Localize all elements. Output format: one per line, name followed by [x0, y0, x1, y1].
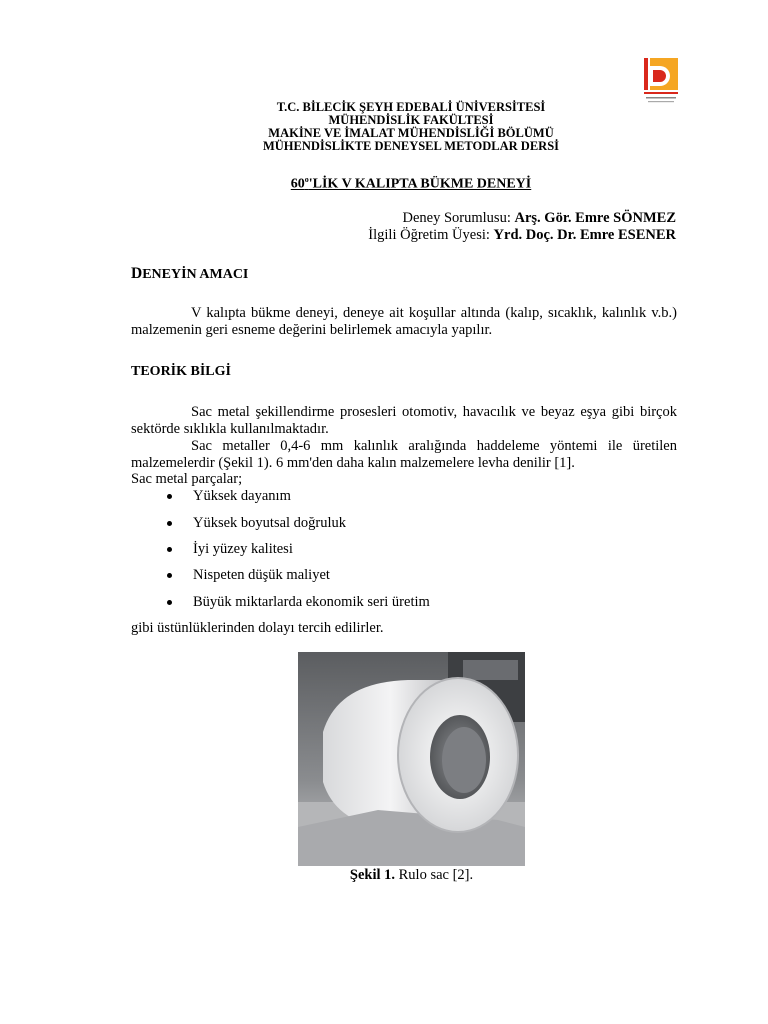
university-logo [638, 56, 680, 106]
experiment-responsible: Deney Sorumlusu: Arş. Gör. Emre SÖNMEZ [402, 210, 676, 226]
header-department: MAKİNE VE İMALAT MÜHENDİSLİĞİ BÖLÜMÜ [268, 126, 554, 140]
header-faculty: MÜHENDİSLİK FAKÜLTESİ [328, 113, 494, 127]
list-outro: gibi üstünlüklerinden dolayı tercih edilirler. [131, 620, 384, 636]
document-title: 60$^o$'LİK V KALIPTA BÜKME DENEYİ [290, 175, 532, 192]
bullet-icon [167, 494, 172, 499]
theory-paragraph-2: Sac metaller 0,4-6 mm kalınlık aralığında haddeleme yöntemi ile üretilen malzemelerdir (Şekil 1). 6 mm'den daha kalın malzemelere levha denilir [1]. [131, 438, 677, 471]
section-heading-purpose: DENEYİN AMACI [131, 265, 249, 282]
bullet-icon [167, 521, 172, 526]
steel-coil-photo [298, 652, 525, 866]
header-university: T.C. BİLECİK ŞEYH EDEBALİ ÜNİVERSİTESİ [276, 100, 546, 114]
bullet-icon [167, 600, 172, 605]
figure-caption: Şekil 1. Rulo sac [2]. [349, 867, 474, 883]
section-heading-theory: TEORİK BİLGİ [131, 364, 231, 379]
list-intro: Sac metal parçalar; [131, 471, 243, 487]
header-course: MÜHENDİSLİKTE DENEYSEL METODLAR DERSİ [262, 139, 560, 153]
bullet-icon [167, 547, 172, 552]
institution-header [0, 101, 768, 153]
purpose-paragraph: V kalıpta bükme deneyi, deneye ait koşullar altında (kalıp, sıcaklık, kalınlık v.b.) malzemenin geri esneme değerini belirlemek amacıyla yapılır. [131, 305, 677, 338]
faculty-member: İlgili Öğretim Üyesi: Yrd. Doç. Dr. Emre ESENER [368, 227, 676, 243]
bullet-icon [167, 573, 172, 578]
theory-paragraph-1: Sac metal şekillendirme prosesleri otomotiv, havacılık ve beyaz eşya gibi birçok sektörde sıklıkla kullanılmaktadır. [131, 404, 677, 437]
